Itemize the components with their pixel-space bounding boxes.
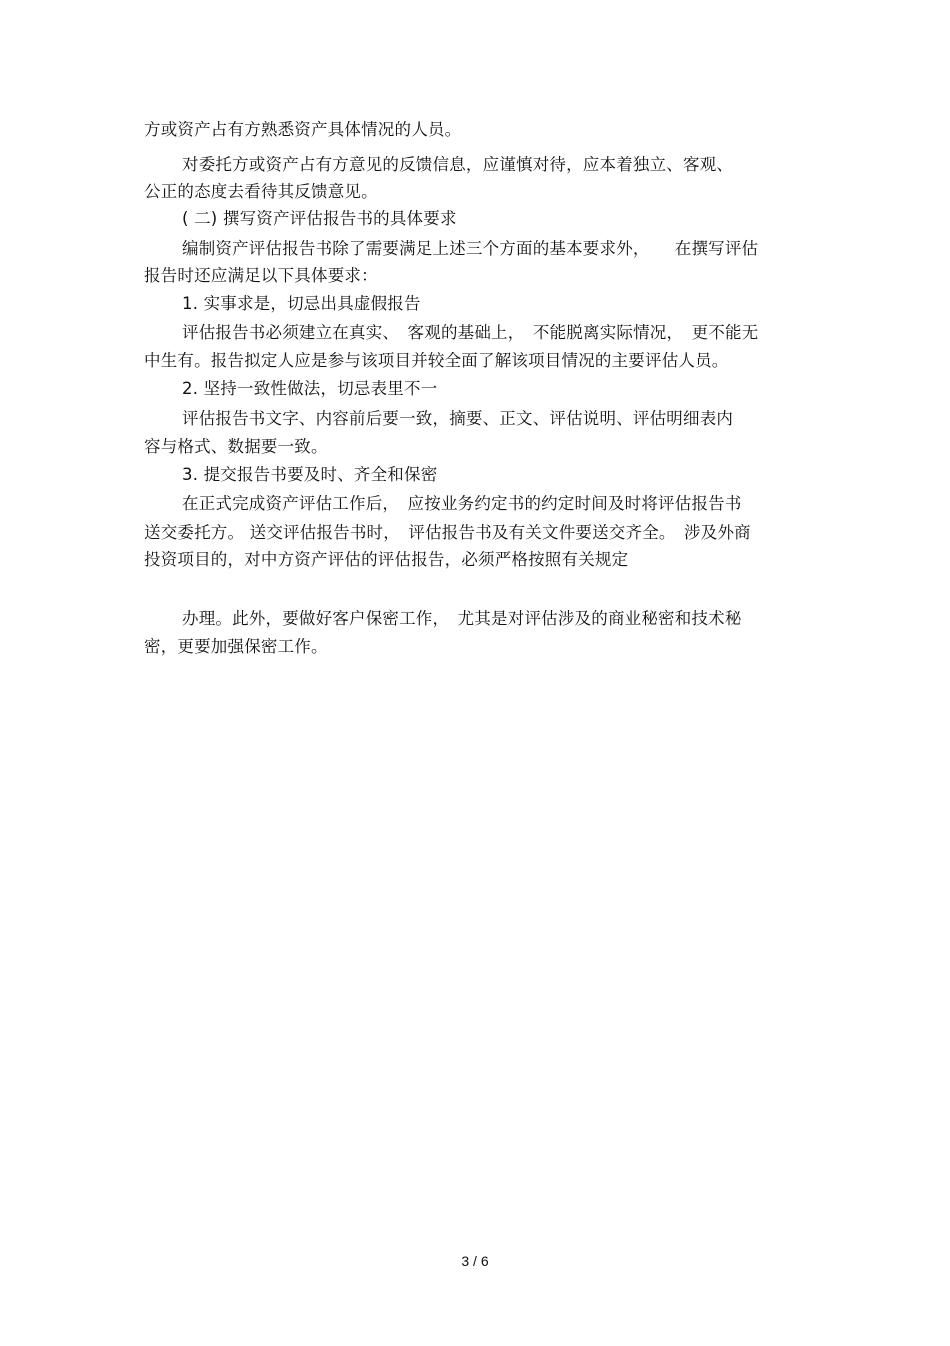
paragraph-line: 方或资产占有方熟悉资产具体情况的人员。 — [144, 120, 462, 139]
paragraph-line: 密，更要加强保密工作。 — [144, 637, 328, 656]
paragraph-line: 在正式完成资产评估工作后， 应按业务约定书的约定时间及时将评估报告书 — [182, 494, 742, 513]
subheading-3: 3. 提交报告书要及时、齐全和保密 — [182, 465, 438, 484]
paragraph-line: 中生有。报告拟定人应是参与该项目并较全面了解该项目情况的主要评估人员。 — [144, 351, 729, 370]
paragraph-line: 报告时还应满足以下具体要求： — [144, 266, 378, 285]
paragraph-line: 容与格式、数据要一致。 — [144, 437, 328, 456]
paragraph-line: 送交委托方。 送交评估报告书时， 评估报告书及有关文件要送交齐全。 涉及外商 — [144, 523, 751, 542]
page-number: 3 / 6 — [461, 1253, 489, 1269]
section-heading: ( 二) 撰写资产评估报告书的具体要求 — [182, 209, 457, 228]
subheading-2: 2. 坚持一致性做法，切忌表里不一 — [182, 379, 438, 398]
subheading-1: 1. 实事求是，切忌出具虚假报告 — [182, 294, 421, 313]
paragraph-line: 评估报告书必须建立在真实、 客观的基础上， 不能脱离实际情况， 更不能无 — [182, 323, 759, 342]
paragraph-line: 评估报告书文字、内容前后要一致，摘要、正文、评估说明、评估明细表内 — [182, 409, 734, 428]
paragraph-line: 办理。此外，要做好客户保密工作， 尤其是对评估涉及的商业秘密和技术秘 — [182, 609, 742, 628]
paragraph-line: 编制资产评估报告书除了需要满足上述三个方面的基本要求外， 在撰写评估 — [182, 239, 759, 258]
paragraph-line: 对委托方或资产占有方意见的反馈信息，应谨慎对待，应本着独立、客观、 — [182, 155, 734, 174]
paragraph-line: 公正的态度去看待其反馈意见。 — [144, 182, 378, 201]
paragraph-line: 投资项目的，对中方资产评估的评估报告，必须严格按照有关规定 — [144, 550, 629, 569]
